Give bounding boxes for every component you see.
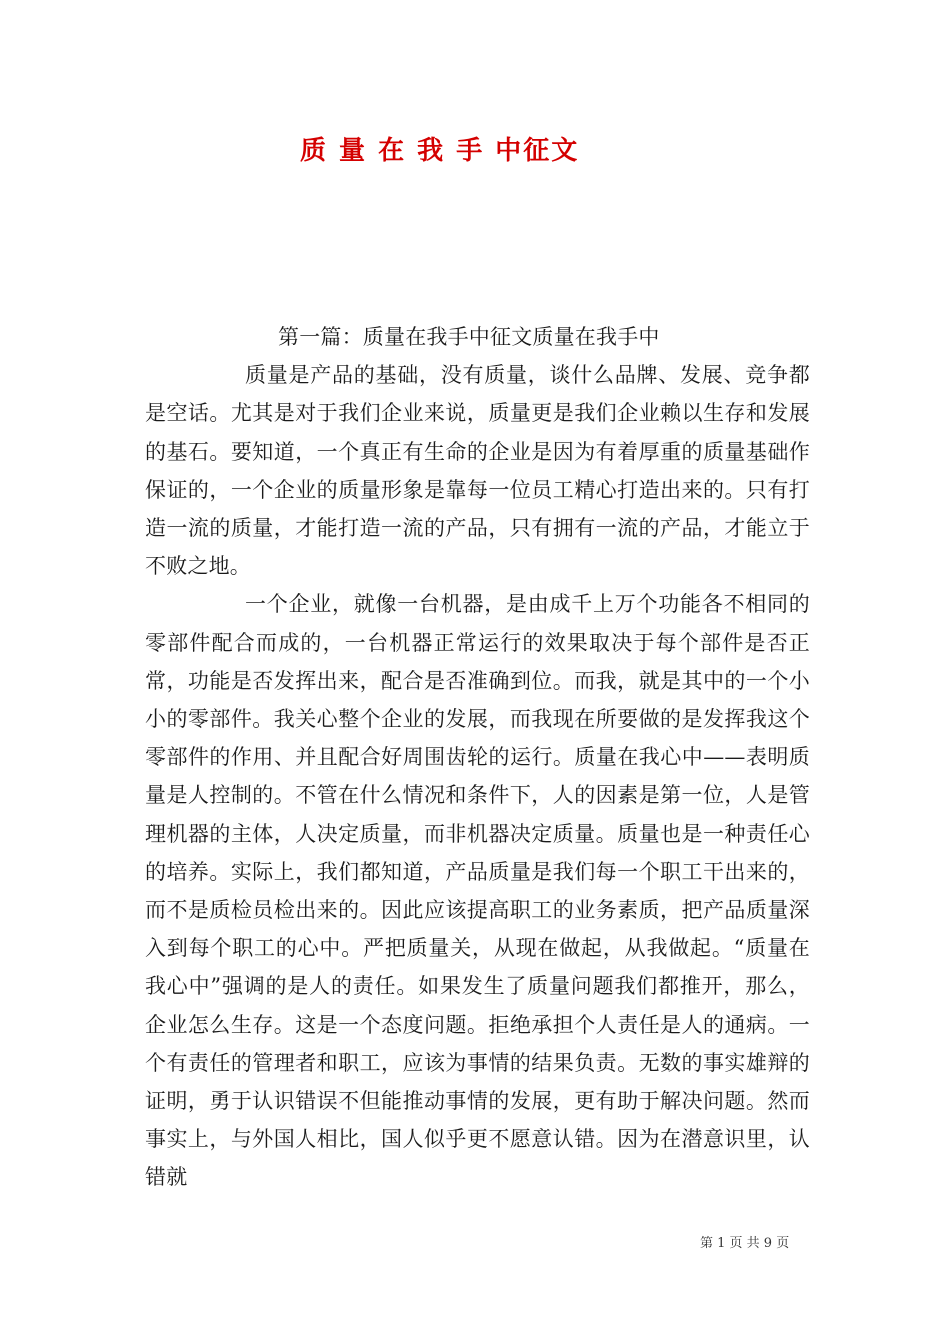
section-heading: 第一篇：质量在我手中征文质量在我手中 [278,325,660,349]
page-number-footer: 第 1 页 共 9 页 [700,1236,790,1251]
document-body [145,318,810,1197]
body-paragraph-1: 质量是产品的基础，没有质量，谈什么品牌、发展、竞争都是空话。尤其是对于我们企业来说，质量更是我们企业赖以生存和发展的基石。要知道，一个真正有生命的企业是因为有着厚重的质量基础作保证的，一个企业的质量形象是靠每一位员工精心打造出来的。只有打造一流的质量，才能打造一流的产品，只有拥有一流的产品，才能立于不败之地。 [145,363,810,579]
document-title: 质 量 在 我 手 中征文 [300,136,580,166]
body-paragraph-2: 一个企业，就像一台机器，是由成千上万个功能各不相同的零部件配合而成的，一台机器正常运行的效果取决于每个部件是否正常，功能是否发挥出来，配合是否准确到位。而我，就是其中的一个小小的零部件。我关心整个企业的发展，而我现在所要做的是发挥我这个零部件的作用、并且配合好周围齿轮的运行。质量在我心中——表明质量是人控制的。不管在什么情况和条件下，人的因素是第一位，人是管理机器的主体，人决定质量，而非机器决定质量。质量也是一种责任心的培养。实际上，我们都知道，产品质量是我们每一个职工干出来的，而不是质检员检出来的。因此应该提高职工的业务素质，把产品质量深入到每个职工的心中。严把质量关，从现在做起，从我做起。“质量在我心中”强调的是人的责任。如果发生了质量问题我们都推开，那么，企业怎么生存。这是一个态度问题。拒绝承担个人责任是人的通病。一个有责任的管理者和职工，应该为事情的结果负责。无数的事实雄辩的证明，勇于认识错误不但能推动事情的发展，更有助于解决问题。然而事实上，与外国人相比，国人似乎更不愿意认错。因为在潜意识里，认错就 [145,592,810,1190]
